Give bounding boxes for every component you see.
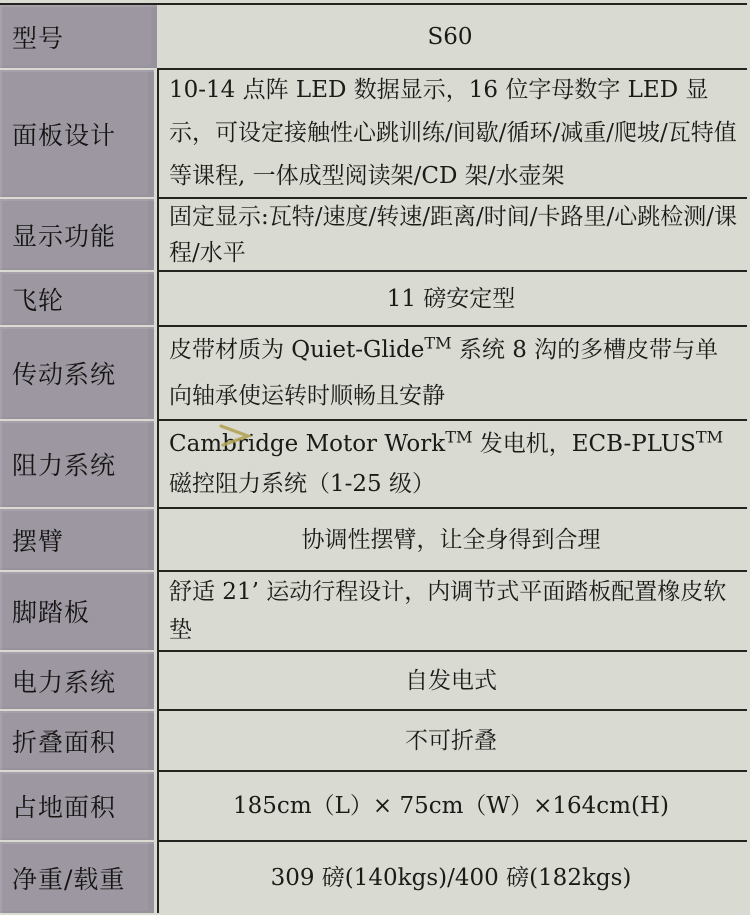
spec-value-text: 185cm（L）× 75cm（W）×164cm(H) [233,793,669,819]
spec-value-text: 皮带材质为 Quiet-Glide™ 系统 8 沟的多槽皮带与单向轴承使运转时顺畅且安静 [169,333,719,409]
spec-label: 型号 [0,5,157,68]
spec-value-text: 固定显示:瓦特/速度/转速/距离/时间/卡路里/心跳检测/课程/水平 [169,203,737,266]
spec-label: 飞轮 [0,270,157,325]
spec-value [157,325,747,419]
spec-label: 折叠面积 [0,709,157,770]
spec-value [157,270,747,325]
table-row-drive-system [0,325,747,419]
spec-value [157,770,747,840]
spec-table [0,3,747,913]
table-row-power-system [0,650,747,709]
spec-value [157,68,747,197]
spec-value-text: 309 磅(140kgs)/400 磅(182kgs) [270,864,632,891]
table-row-display-function [0,197,747,270]
spec-label: 传动系统 [0,325,157,419]
spec-label: 电力系统 [0,650,157,709]
table-row-resistance-system [0,419,747,507]
table-row-weight [0,840,747,913]
spec-value-text: Cambridge Motor Work™ 发电机，ECB-PLUS™ 磁控阻力系统（1-25 级） [169,427,724,497]
spec-value [157,650,747,709]
spec-label: 阻力系统 [0,419,157,507]
spec-value-text: 不可折叠 [405,727,497,754]
spec-value-text: 自发电式 [405,667,497,694]
spec-value [157,419,747,507]
spec-value-text: 舒适 21’ 运动行程设计，内调节式平面踏板配置橡皮软垫 [169,579,727,643]
spec-label: 显示功能 [0,197,157,270]
table-row-footprint [0,770,747,840]
spec-label: 摆臂 [0,507,157,570]
spec-value [157,197,747,270]
spec-value-text: 11 磅安定型 [386,285,516,312]
table-row-folding-area [0,709,747,770]
table-row-flywheel [0,270,747,325]
table-row-pedal [0,570,747,650]
table-row-swing-arm [0,507,747,570]
table-row-model [0,5,747,68]
spec-value-text: S60 [427,23,473,50]
spec-value [157,709,747,770]
spec-label: 占地面积 [0,770,157,840]
table-row-panel-design [0,68,747,197]
spec-label: 脚踏板 [0,570,157,650]
spec-label: 面板设计 [0,68,157,197]
spec-value [157,570,747,650]
spec-value-text: 10-14 点阵 LED 数据显示，16 位字母数字 LED 显示，可设定接触性心跳训练/间歇/循环/减重/爬坡/瓦特值等课程, 一体成型阅读架/CD 架/水壶架 [169,77,737,189]
spec-value [157,507,747,570]
spec-value [157,5,747,68]
spec-value-text: 协调性摆臂，让全身得到合理 [301,526,601,553]
spec-value [157,840,747,913]
spec-label: 净重/载重 [0,840,157,913]
